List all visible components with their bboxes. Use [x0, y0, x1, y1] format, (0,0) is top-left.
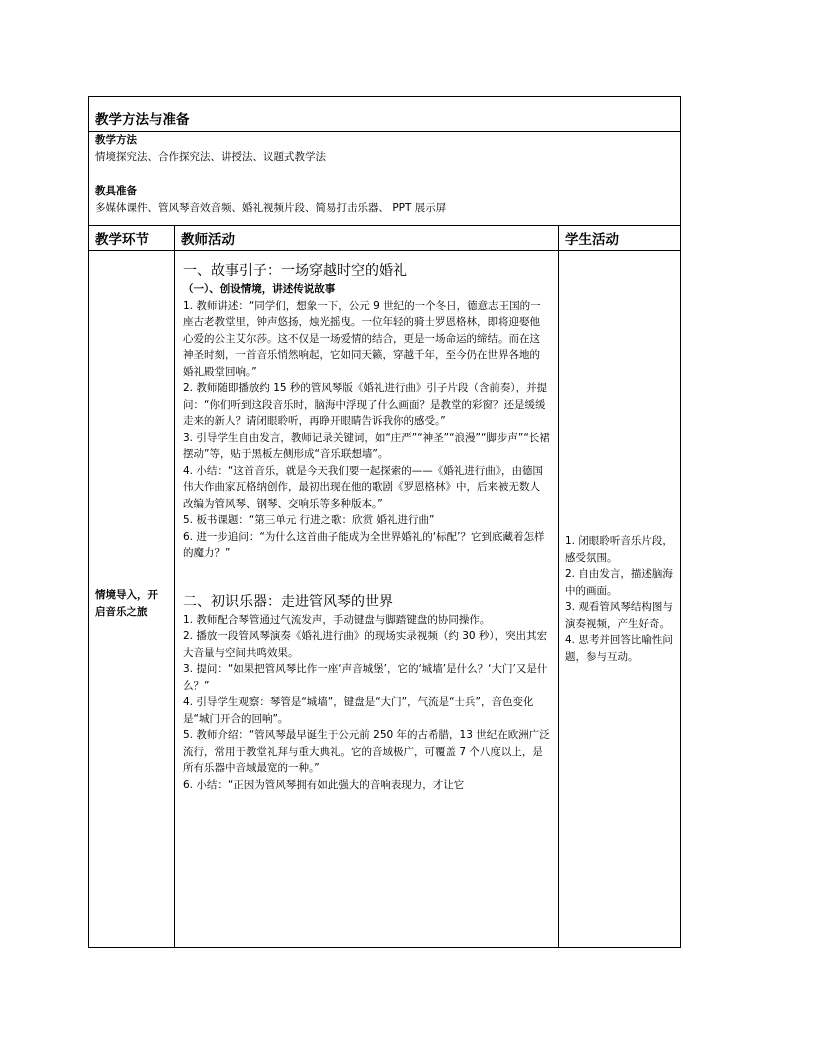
methods-content-row: [89, 132, 681, 226]
stage-cell: [89, 251, 175, 948]
part2-item: 5. 教师介绍：“管风琴最早诞生于公元前 250 年的古希腊，13 世纪在欧洲广泛流行，常用于教堂礼拜与重大典礼。它的音域极广，可覆盖 7 个八度以上，是所有乐器中音域最宽的一种。”: [183, 729, 550, 774]
header-stage: 教学环节: [89, 226, 175, 251]
header-teacher: 教师活动: [175, 226, 559, 251]
student-activity-item: 2. 自由发言，描述脑海中的画面。: [565, 568, 673, 597]
part1-item: 5. 板书课题：“第三单元 行进之歌：欣赏 婚礼进行曲”: [183, 514, 435, 526]
part2-title: 二、初识乐器：走进管风琴的世界: [183, 593, 393, 610]
lesson-plan-page: [88, 96, 680, 948]
part2-item: 1. 教师配合琴管通过气流发声，手动键盘与脚踏键盘的协同操作。: [183, 613, 491, 626]
materials-text: 多媒体课件、管风琴音效音频、婚礼视频片段、简易打击乐器、 PPT 展示屏: [95, 202, 447, 214]
materials-heading: 教具准备: [95, 185, 137, 197]
preparation-block: [89, 132, 680, 225]
part2-item: 2. 播放一段管风琴演奏《婚礼进行曲》的现场实录视频（约 30 秒），突出其宏大音量与空间共鸣效果。: [183, 630, 548, 659]
part2-item: 3. 提问：“如果把管风琴比作一座‘声音城堡’，它的‘城墙’是什么？‘大门’又是什么？”: [183, 663, 548, 692]
methods-text: 情境探究法、合作探究法、讲授法、议题式教学法: [95, 151, 326, 163]
part1-item: 1. 教师讲述：“同学们，想象一下，公元 9 世纪的一个冬日，德意志王国的一座古老教堂里，钟声悠扬，烛光摇曳。一位年轻的骑士罗恩格林，即将迎娶他心爱的公主艾尔莎。这不仅是一场爱情的结合，更是一场命运的缔结。而在这神圣时刻，一首音乐悄然响起，它如同天籁，穿越千年，至今仍在世界各地的婚礼殿堂回响。”: [183, 299, 541, 378]
teacher-activity: [175, 251, 558, 947]
methods-section-row: [89, 97, 681, 132]
student-activity-item: 4. 思考并回答比喻性问题，参与互动。: [565, 634, 673, 663]
table-header-row: [89, 226, 681, 251]
part1-item: 4. 小结：“这首音乐，就是今天我们要一起探索的——《婚礼进行曲》，由德国伟大作曲家瓦格纳创作，最初出现在他的歌剧《罗恩格林》中，后来被无数人改编为管风琴、钢琴、交响乐等多种版本。”: [183, 464, 544, 510]
part1-title: 一、故事引子：一场穿越时空的婚礼: [183, 263, 407, 279]
part1-item: 3. 引导学生自由发言，教师记录关键词，如“庄严”“神圣”“浪漫”“脚步声”“长裙摆动”等，贴于黑板左侧形成“音乐联想墙”。: [183, 431, 550, 460]
student-activity-item: 3. 观看管风琴结构图与演奏视频，产生好奇。: [565, 601, 673, 630]
teacher-activity-cell: [175, 251, 559, 948]
part1-item: 6. 进一步追问：“为什么这首曲子能成为全世界婚礼的‘标配’？它到底藏着怎样的魔力？”: [183, 530, 545, 559]
part1-subtitle: （一）、创设情境，讲述传说故事: [183, 283, 336, 295]
stage-row: [89, 251, 681, 948]
student-activity-item: 1. 闭眼聆听音乐片段，感受氛围。: [565, 535, 673, 564]
stage-name: 情境导入，开启音乐之旅: [95, 589, 158, 618]
header-student: 学生活动: [559, 226, 681, 251]
section-title: 教学方法与准备: [95, 112, 190, 128]
part2-item: 4. 引导学生观察：琴管是“城墙”，键盘是“大门”，气流是“士兵”，音色变化是“城门开合的回响”。: [183, 696, 534, 725]
lesson-plan-table: [88, 96, 681, 948]
part2-item: 6. 小结：“正因为管风琴拥有如此强大的音响表现力，才让它: [183, 778, 465, 791]
part1-item: 2. 教师随即播放约 15 秒的管风琴版《婚礼进行曲》引子片段（含前奏），并提问：“你们听到这段音乐时，脑海中浮现了什么画面？是教堂的彩窗？还是缓缓走来的新人？请闭眼聆听，再睁开眼睛告诉我你的感受。”: [183, 382, 548, 427]
methods-heading: 教学方法: [95, 134, 137, 146]
student-activity-cell: [559, 251, 681, 948]
